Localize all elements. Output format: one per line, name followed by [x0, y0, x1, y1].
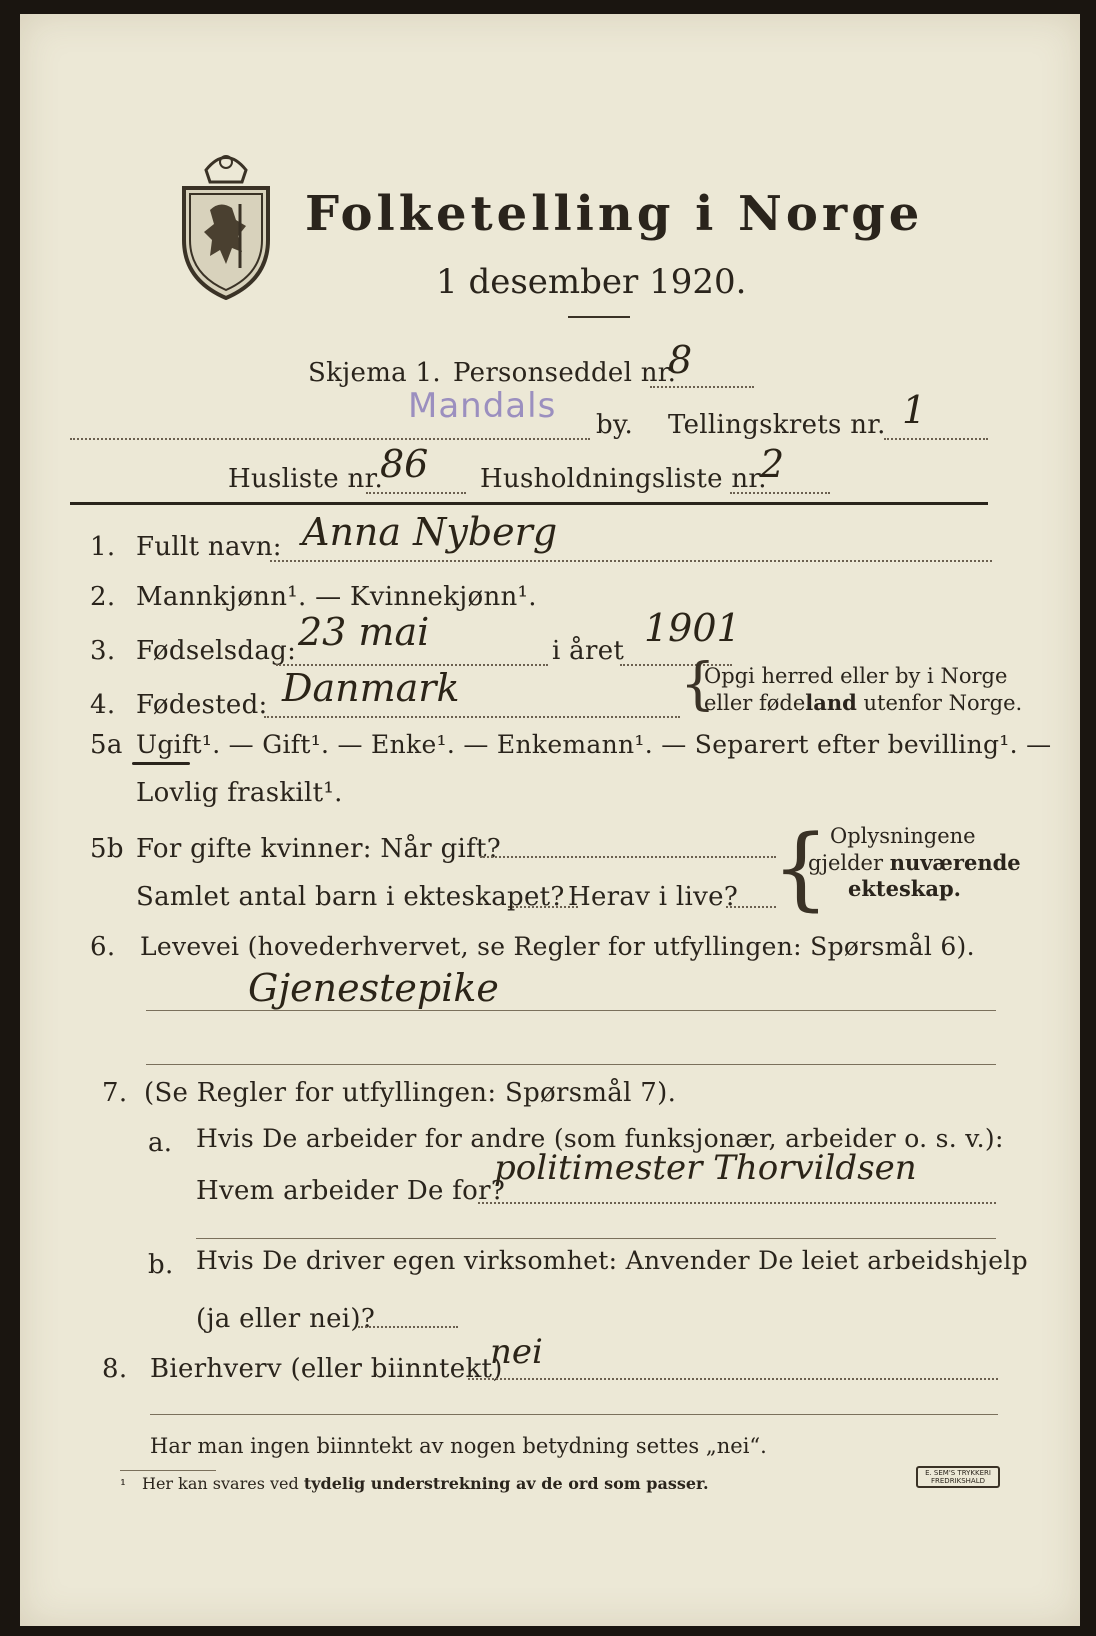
q5b-note3: ekteskap.: [848, 876, 961, 901]
city-line: [70, 438, 590, 440]
footnote-mark: ¹: [120, 1476, 127, 1494]
tellingskrets-label: Tellingskrets nr.: [668, 410, 886, 440]
norwegian-coat-of-arms-icon: [176, 140, 276, 304]
q6-number: 6.: [90, 932, 116, 962]
q5b-children-label: Samlet antal barn i ekteskapet?: [136, 882, 565, 912]
census-form-page: [20, 14, 1080, 1626]
q5b-number: 5b: [90, 834, 124, 864]
q1-full-name-value: Anna Nyberg: [302, 510, 558, 554]
q8-label: Bierhverv (eller biinntekt): [150, 1354, 503, 1384]
q7-number: 7.: [102, 1078, 128, 1108]
q4-birthplace-value: Danmark: [282, 666, 460, 710]
footnote-divider: [120, 1470, 216, 1471]
q3-year-value: 1901: [644, 606, 741, 650]
q7a-line1: Hvis De arbeider for andre (som funksjonær, arbeider o. s. v.):: [196, 1124, 1004, 1153]
q1-label: Fullt navn:: [136, 532, 282, 562]
tellingskrets-value: 1: [902, 388, 927, 432]
tellingskrets-line: [884, 438, 988, 440]
q6-occupation-value: Gjenestepike: [248, 966, 499, 1010]
q7b-line1: Hvis De driver egen virksomhet: Anvender De leiet arbeidshjelp: [196, 1246, 1028, 1275]
q6-label: Levevei (hovederhvervet, se Regler for utfyllingen: Spørsmål 6).: [140, 932, 975, 961]
q2-gender-options: Mannkjønn¹. — Kvinnekjønn¹.: [136, 582, 537, 612]
q6-line1: [146, 1010, 996, 1011]
husholdning-value: 2: [760, 442, 785, 486]
husliste-label: Husliste nr.: [228, 464, 384, 494]
q5b-alive-line: [726, 906, 776, 908]
census-date: 1 desember 1920.: [436, 262, 747, 302]
husholdning-label: Husholdningsliste nr.: [480, 464, 767, 494]
q3-year-label: i året: [552, 636, 625, 666]
printer-mark: E. SEM'S TRYKKERI FREDRIKSHALD: [916, 1466, 1000, 1488]
city-stamp: Mandals: [408, 386, 557, 426]
q3-number: 3.: [90, 636, 116, 666]
q4-line: [264, 716, 680, 718]
personseddel-label: Personseddel nr.: [453, 358, 677, 388]
q4-note-line1: Opgi herred eller by i Norge: [704, 664, 1008, 688]
q7-label: (Se Regler for utfyllingen: Spørsmål 7).: [144, 1078, 677, 1108]
q7b-line: [358, 1326, 458, 1328]
q8-side-income-value: nei: [490, 1332, 543, 1372]
q5b-note1: Oplysningene: [830, 824, 976, 848]
title-divider: [568, 316, 630, 318]
q8-line: [468, 1378, 998, 1380]
personseddel-value: 8: [668, 338, 693, 382]
footer-note: Har man ingen biinntekt av nogen betydning settes „nei“.: [150, 1434, 767, 1458]
q1-line: [270, 560, 992, 562]
q5b-note-brace: {: [772, 816, 830, 921]
q5a-marital-options: Ugift¹. — Gift¹. — Enke¹. — Enkemann¹. — Separert efter bevilling¹. —: [136, 730, 1052, 759]
q7a-employer-value: politimester Thorvildsen: [494, 1148, 917, 1188]
q4-label: Fødested:: [136, 690, 268, 720]
q6-line2: [146, 1064, 996, 1065]
q4-note-brace: {: [680, 652, 716, 717]
husliste-value: 86: [380, 442, 429, 486]
q5b-alive-label: Herav i live?: [568, 882, 739, 912]
q7a-extra-line: [196, 1238, 996, 1239]
schema-label: Skjema 1.: [308, 358, 441, 388]
q3-label: Fødselsdag:: [136, 636, 297, 666]
q1-number: 1.: [90, 532, 116, 562]
q5a-line2: Lovlig fraskilt¹.: [136, 778, 343, 808]
husliste-line: [366, 492, 466, 494]
q2-number: 2.: [90, 582, 116, 612]
q7a-line: [478, 1202, 996, 1204]
q7a-line2: Hvem arbeider De for?: [196, 1176, 506, 1206]
personseddel-line: [650, 386, 754, 388]
husholdning-line: [730, 492, 830, 494]
q5b-married-line: [480, 856, 776, 858]
footnote-text: Her kan svares ved tydelig understrekning av de ord som passer.: [142, 1474, 709, 1493]
q5a-number: 5a: [90, 730, 123, 760]
q5b-note2: gjelder nuværende: [808, 850, 1021, 875]
form-title: Folketelling i Norge: [305, 186, 924, 242]
q7b-number: b.: [148, 1250, 174, 1280]
q3-birthday-value: 23 mai: [298, 610, 430, 654]
q7b-line2: (ja eller nei)?: [196, 1304, 376, 1334]
q8-extra-line: [150, 1414, 998, 1415]
ugift-underline: [132, 762, 190, 765]
q4-number: 4.: [90, 690, 116, 720]
q7a-number: a.: [148, 1128, 173, 1158]
by-label: by.: [596, 410, 634, 440]
q5b-line1: For gifte kvinner: Når gift?: [136, 834, 502, 864]
q8-number: 8.: [102, 1354, 128, 1384]
header-divider: [70, 502, 988, 505]
q4-note-line2: eller fødeland utenfor Norge.: [704, 690, 1023, 715]
